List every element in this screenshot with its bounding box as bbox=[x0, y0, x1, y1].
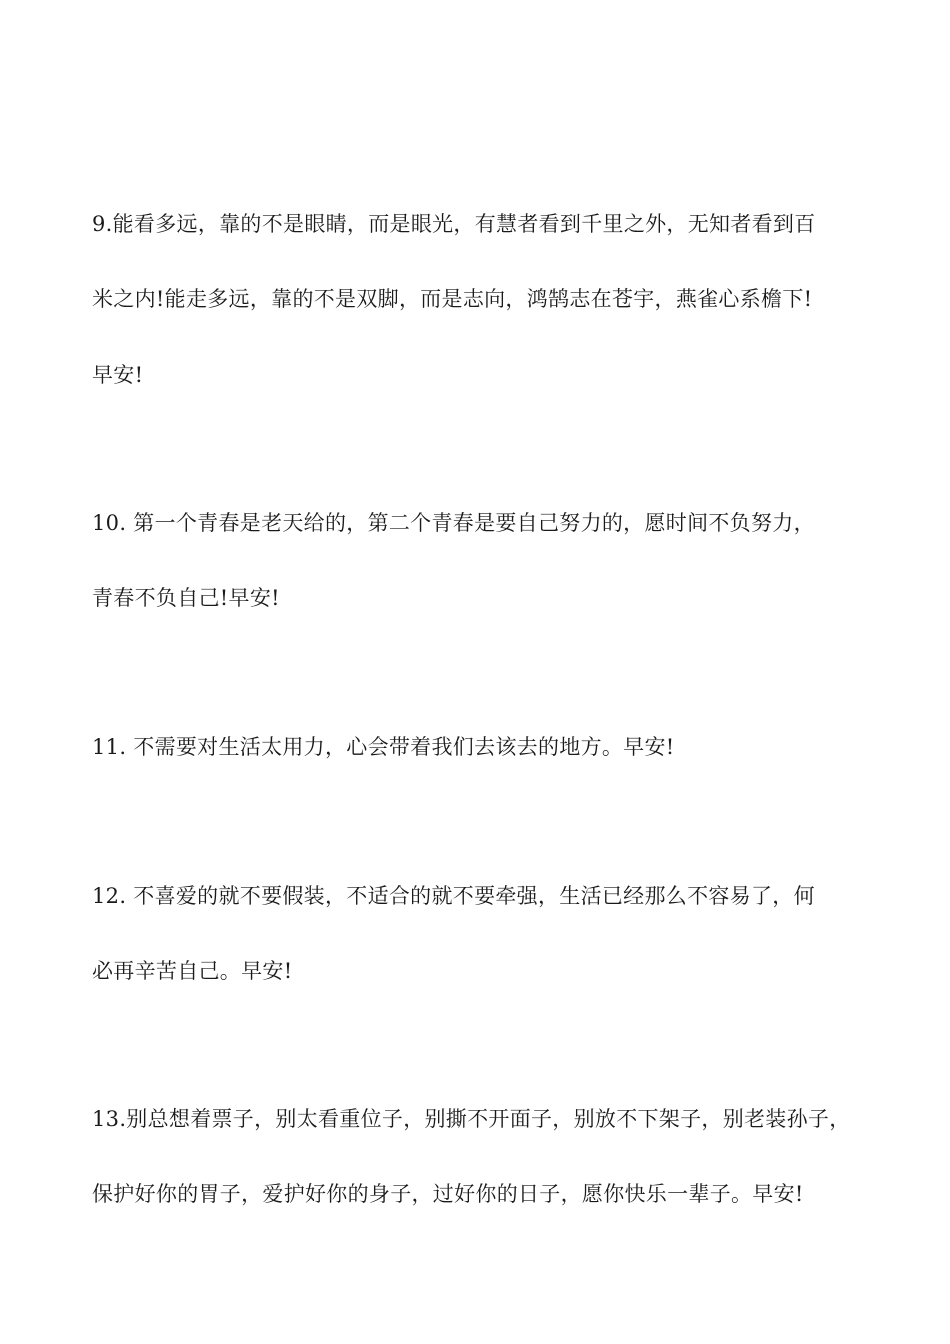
paragraph-9-line-2: 米之内!能走多远，靠的不是双脚，而是志向，鸿鹄志在苍宇，燕雀心系檐下! bbox=[92, 287, 813, 311]
paragraph-13-line-1: 13.别总想着票子，别太看重位子，别撕不开面子，别放不下架子，别老装孙子， bbox=[92, 1107, 851, 1131]
paragraph-12-line-2: 必再辛苦自己。早安! bbox=[92, 959, 293, 983]
paragraph-9-line-3: 早安! bbox=[92, 363, 144, 387]
paragraph-9-line-1: 9.能看多远，靠的不是眼睛，而是眼光，有慧者看到千里之外，无知者看到百 bbox=[92, 212, 816, 236]
paragraph-13-line-2: 保护好你的胃子，爱护好你的身子，过好你的日子，愿你快乐一辈子。早安! bbox=[92, 1182, 804, 1206]
paragraph-10-line-2: 青春不负自己!早安! bbox=[92, 586, 280, 610]
paragraph-11-line-1: 11. 不需要对生活太用力，心会带着我们去该去的地方。早安! bbox=[92, 735, 675, 759]
paragraph-12-line-1: 12. 不喜爱的就不要假装，不适合的就不要牵强，生活已经那么不容易了，何 bbox=[92, 884, 815, 908]
paragraph-10-line-1: 10. 第一个青春是老天给的，第二个青春是要自己努力的，愿时间不负努力， bbox=[92, 511, 815, 535]
